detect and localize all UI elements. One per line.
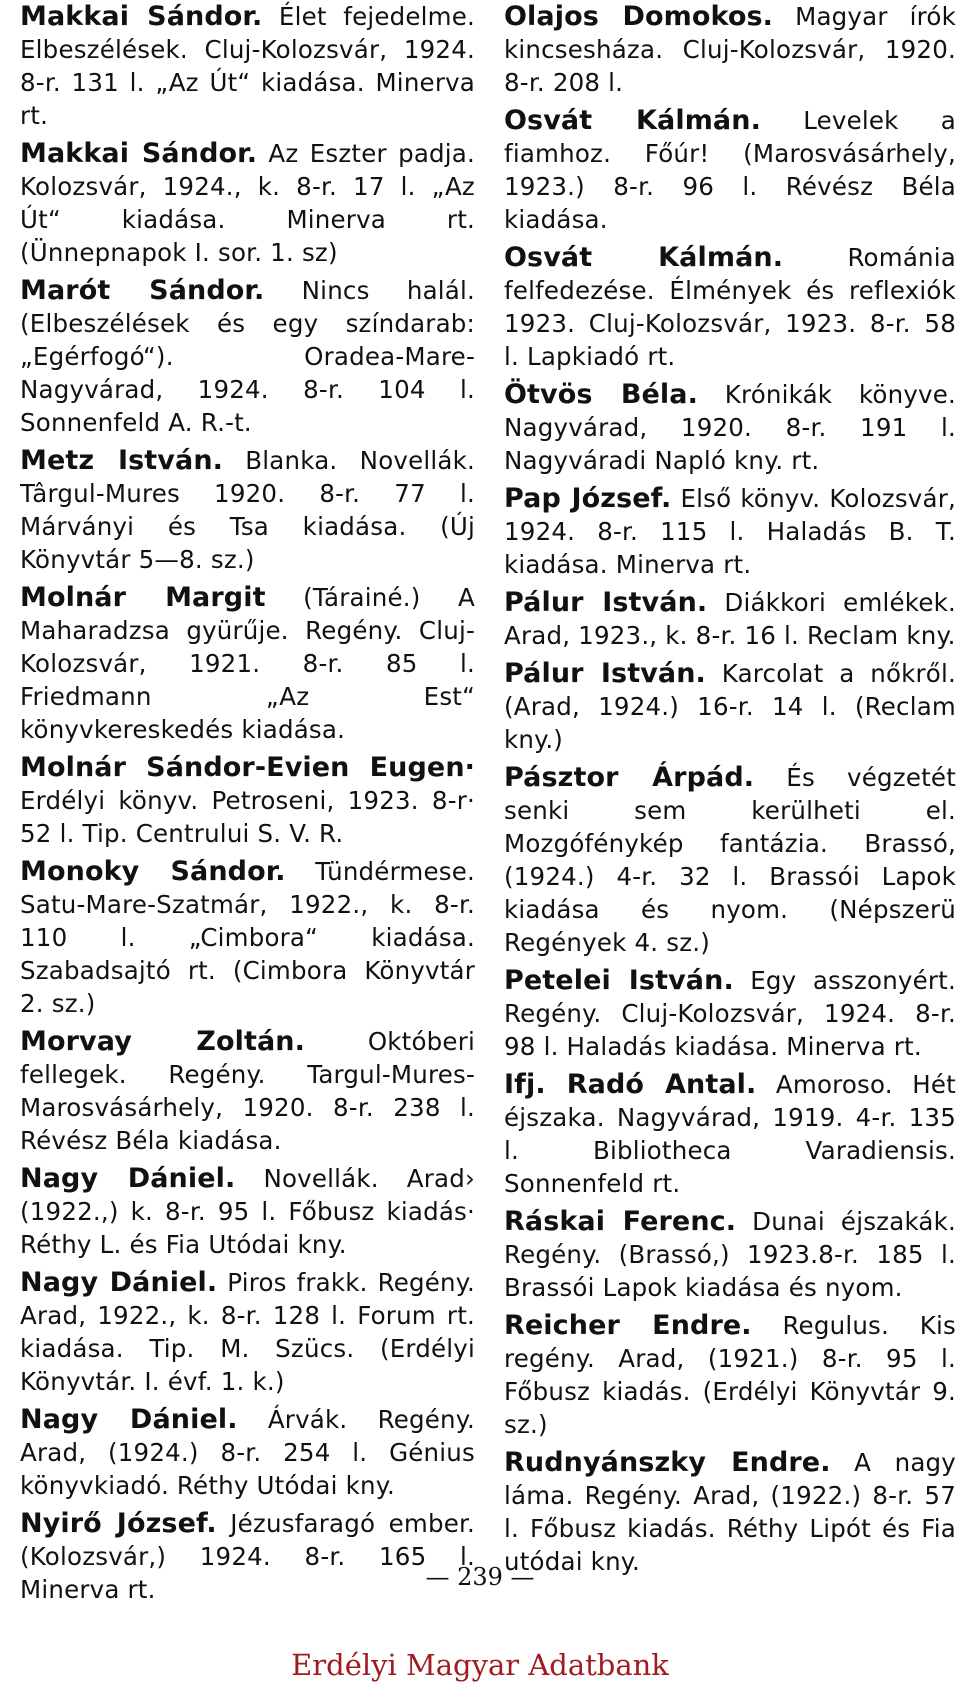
entry-author: Monoky Sándor. [20,856,286,887]
footer-watermark: Erdélyi Magyar Adatbank [291,1648,669,1682]
entry-author: Pap József. [504,483,672,514]
entry-author: Petelei István. [504,965,734,996]
bibliography-entry [20,1162,475,1261]
entry-author: Pálur István. [504,587,708,618]
entry-author: Rudnyánszky Endre. [504,1447,831,1478]
bibliography-entry [504,586,956,652]
bibliography-entry [20,444,475,576]
bibliography-entry [504,378,956,477]
bibliography-entry [504,0,956,99]
entry-details: A nagy láma. Regény. Arad, (1922.) 8-r. 57 l. Főbusz kiadás. Réthy Lipót és Fia utódai kny. [504,1448,956,1576]
entry-author: Marót Sándor. [20,275,265,306]
page-number: — 239 — [425,1563,535,1591]
entry-details: Krónikák könyve. Nagyvárad, 1920. 8-r. 191 l. Nagyváradi Napló kny. rt. [504,380,956,475]
entry-details: Erdélyi könyv. Petroseni, 1923. 8-r· 52 l. Tip. Centrului S. V. R. [20,786,475,848]
bibliography-entry [20,1507,475,1606]
bibliography-entry [504,1309,956,1441]
entry-author: Reicher Endre. [504,1310,752,1341]
entry-details: Az Eszter padja. Kolozsvár, 1924., k. 8-r. 17 l. „Az Út“ kiadása. Minerva rt. (Ünnepnapok I. sor. 1. sz) [20,139,475,267]
entry-author: Nagy Dániel. [20,1163,236,1194]
entry-author: Molnár Sándor-Evien Eugen· [20,752,475,783]
entry-details: Októberi fellegek. Regény. Targul-Mures-Marosvásárhely, 1920. 8-r. 238 l. Révész Béla kiadása. [20,1027,475,1155]
entry-author: Morvay Zoltán. [20,1026,305,1057]
entry-author: Makkai Sándor. [20,138,258,169]
entry-details: Amoroso. Hét éjszaka. Nagyvárad, 1919. 4-r. 135 l. Bibliotheca Varadiensis. Sonnenfeld rt. [504,1070,956,1198]
bibliography-entry [504,964,956,1063]
bibliography-entry [20,751,475,850]
bibliography-entry [504,104,956,236]
bibliography-entry [504,1446,956,1578]
right-column [504,0,956,1583]
entry-author: Ráskai Ferenc. [504,1206,737,1237]
entry-details: Diákkori emlékek. Arad, 1923., k. 8-r. 16 l. Reclam kny. [504,588,956,650]
entry-author: Pásztor Árpád. [504,762,755,793]
bibliography-entry [20,1403,475,1502]
bibliography-entry [20,1025,475,1157]
entry-details: Jézusfaragó ember. (Kolozsvár,) 1924. 8-r. 165 l. Minerva rt. [20,1509,475,1604]
entry-details: Románia felfedezése. Élmények és reflexiók 1923. Cluj-Kolozsvár, 1923. 8-r. 58 l. Lapkiadó rt. [504,243,956,371]
entry-author: Osvát Kálmán. [504,242,784,273]
bibliography-entry [504,482,956,581]
bibliography-entry [20,0,475,132]
entry-author: Nagy Dániel. [20,1404,238,1435]
entry-details: Karcolat a nőkről. (Arad, 1924.) 16-r. 14 l. (Reclam kny.) [504,659,956,754]
entry-details: Első könyv. Kolozsvár, 1924. 8-r. 115 l. Haladás B. T. kiadása. Minerva rt. [504,484,956,579]
entry-author: Molnár Margit [20,582,266,613]
bibliography-entry [504,657,956,756]
entry-author: Olajos Domokos. [504,1,774,32]
left-column [20,0,475,1611]
entry-details: Árvák. Regény. Arad, (1924.) 8-r. 254 l. Génius könyvkiadó. Réthy Utódai kny. [20,1405,475,1500]
entry-details: Regulus. Kis regény. Arad, (1921.) 8-r. 95 l. Főbusz kiadás. (Erdélyi Könyvtár 9. sz.) [504,1311,956,1439]
entry-author: Ötvös Béla. [504,379,698,410]
entry-author: Nyirő József. [20,1508,217,1539]
bibliography-entry [20,274,475,439]
bibliography-entry [20,1266,475,1398]
entry-details: Tündérmese. Satu-Mare-Szatmár, 1922., k. 8-r. 110 l. „Cimbora“ kiadása. Szabadsajtó rt. (Cimbora Könyvtár 2. sz.) [20,857,475,1018]
bibliography-entry [20,137,475,269]
entry-details: Blanka. Novellák. Târgul-Mures 1920. 8-r. 77 l. Márványi és Tsa kiadása. (Új Könyvtár 5—8. sz.) [20,446,475,574]
entry-author: Ifj. Radó Antal. [504,1069,757,1100]
bibliography-entry [504,1205,956,1304]
entry-details: Levelek a fiamhoz. Főúr! (Marosvásárhely, 1923.) 8-r. 96 l. Révész Béla kiadása. [504,106,956,234]
entry-details: Élet fejedelme. Elbeszélések. Cluj-Kolozsvár, 1924. 8-r. 131 l. „Az Út“ kiadása. Minerva rt. [20,2,475,130]
entry-details: Magyar írók kincsesháza. Cluj-Kolozsvár, 1920. 8-r. 208 l. [504,2,956,97]
entry-author: Osvát Kálmán. [504,105,761,136]
entry-details: (Tárainé.) A Maharadzsa gyürűje. Regény. Cluj-Kolozsvár, 1921. 8-r. 85 l. Friedmann „Az Est“ könyvkereskedés kiadása. [20,583,475,744]
entry-details: Nincs halál. (Elbeszélések és egy színdarab: „Egérfogó“). Oradea-Mare-Nagyvárad, 1924. 8-r. 104 l. Sonnenfeld A. R.-t. [20,276,475,437]
entry-details: Dunai éjszakák. Regény. (Brassó,) 1923.8-r. 185 l. Brassói Lapok kiadása és nyom. [504,1207,956,1302]
entry-details: És végzetét senki sem kerülheti el. Mozgófénykép fantázia. Brassó, (1924.) 4-r. 32 l. Brassói Lapok kiadása és nyom. (Népszerü Regények 4. sz.) [504,763,957,957]
entry-author: Metz István. [20,445,224,476]
bibliography-entry [20,855,475,1020]
entry-author: Pálur István. [504,658,706,689]
entry-details: Piros frakk. Regény. Arad, 1922., k. 8-r. 128 l. Forum rt. kiadása. Tip. M. Szücs. (Erdélyi Könyvtár. I. évf. 1. k.) [20,1268,475,1396]
entry-details: Novellák. Arad› (1922.,) k. 8-r. 95 l. Főbusz kiadás· Réthy L. és Fia Utódai kny. [20,1164,475,1259]
bibliography-entry [20,581,475,746]
entry-author: Makkai Sándor. [20,1,263,32]
bibliography-entry [504,241,956,373]
bibliography-entry [504,761,956,959]
entry-details: Egy asszonyért. Regény. Cluj-Kolozsvár, 1924. 8-r. 98 l. Haladás kiadása. Minerva rt. [504,966,956,1061]
entry-author: Nagy Dániel. [20,1267,218,1298]
bibliography-entry [504,1068,956,1200]
